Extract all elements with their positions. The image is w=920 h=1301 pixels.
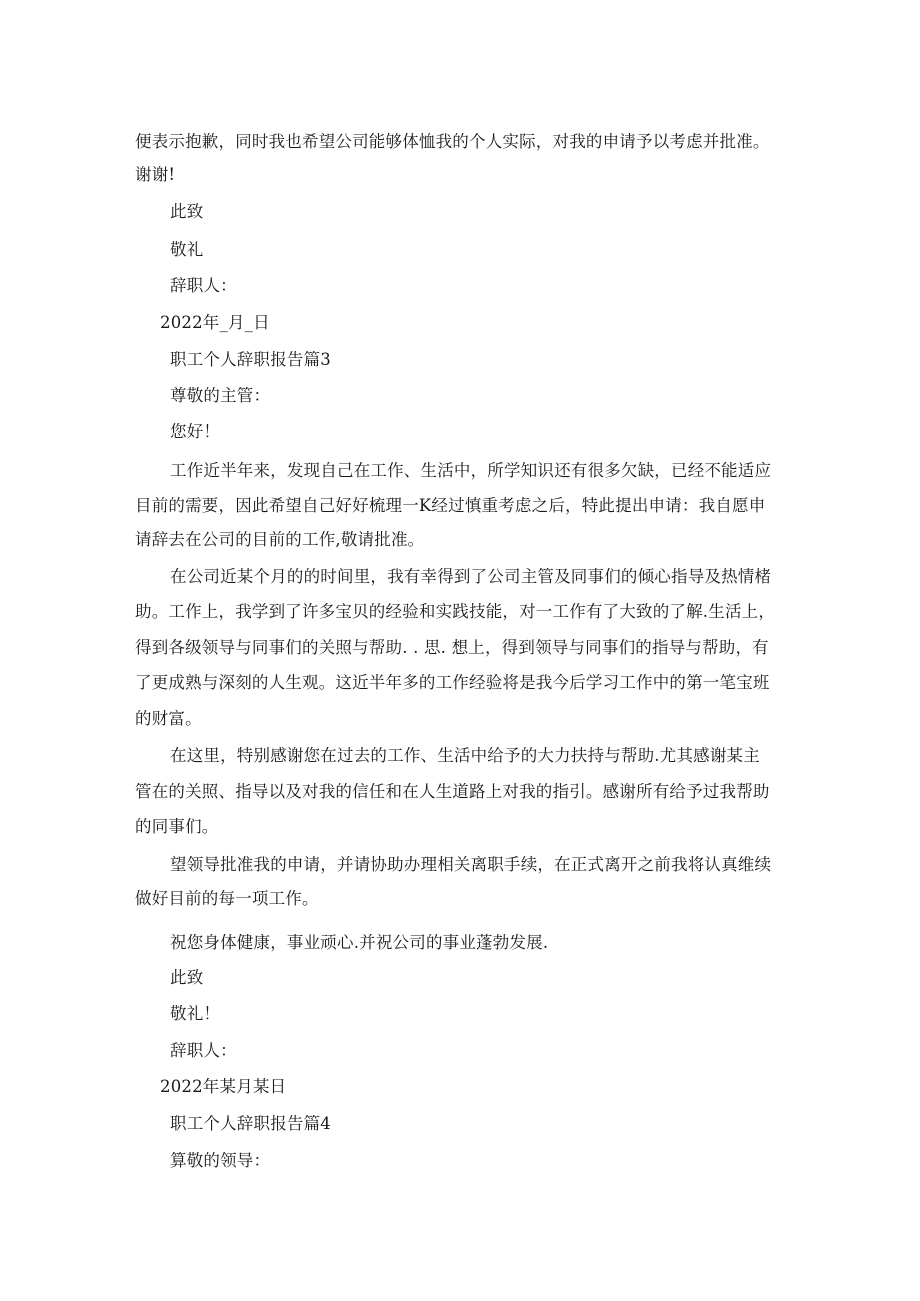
paragraph-line: 谢谢! <box>135 165 176 184</box>
paragraph-line: 做好目前的每一项工作。 <box>135 889 319 908</box>
paragraph-line: 在公司近某个月的的时间里，我有幸得到了公司主管及同事们的倾心指导及热情楮 <box>170 567 772 586</box>
closing-salutation: 此致 <box>170 202 204 221</box>
section-heading: 职工个人辞职报告篇4 <box>170 1114 331 1133</box>
section-heading: 职工个人辞职报告篇3 <box>170 350 331 369</box>
closing-regards: 敬礼 <box>170 240 204 259</box>
paragraph-line: 得到各级领导与同事们的关照与帮助. . 思. 想上，得到领导与同事们的指导与帮助，有 <box>135 638 769 657</box>
letter-salutation: 算敬的领导： <box>170 1151 271 1170</box>
paragraph-line: 的同事们。 <box>135 817 219 836</box>
paragraph-line: 在这里，特别感谢您在过去的工作、生活中给予的大力扶持与帮助.尤其感谢某主 <box>170 746 760 765</box>
paragraph-line: 工作近半年来，发现自己在工作、生活中，所学知识还有很多欠缺，已经不能适应 <box>170 461 772 480</box>
paragraph-line: 目前的需要，因此希望自己好好梳理一K经过慎重考虑之后，特此提出申请：我自愿申 <box>135 496 766 515</box>
date-line: 2022年某月某日 <box>160 1077 287 1096</box>
signature-label: 辞职人： <box>170 276 237 295</box>
closing-regards: 敬礼！ <box>170 1004 221 1023</box>
closing-salutation: 此致 <box>170 968 204 987</box>
signature-label: 辞职人： <box>170 1041 237 1060</box>
paragraph-line: 请辞去在公司的目前的工作,敬请批准。 <box>135 530 425 549</box>
paragraph-line: 管在的关照、指导以及对我的信任和在人生道路上对我的指引。感谢所有给予过我帮助 <box>135 782 770 801</box>
paragraph-line: 助。工作上，我学到了许多宝贝的经验和实践技能，对一工作有了大致的了解.生活上， <box>135 602 776 621</box>
paragraph-line: 了更成熟与深刻的人生观。这近半年多的工作经验将是我今后学习工作中的第一笔宝班 <box>135 673 770 692</box>
letter-salutation: 尊敬的主管： <box>170 386 271 405</box>
paragraph-line: 便表示抱歉，同时我也希望公司能够体恤我的个人实际，对我的申请予以考虑并批准。 <box>135 132 770 151</box>
paragraph-line: 祝您身体健康，事业顽心.并祝公司的事业蓬勃发展. <box>170 933 549 952</box>
date-line: 2022年_月_日 <box>160 313 270 332</box>
paragraph-line: 望领导批准我的申请，并请协助办理相关离职手续，在正式离开之前我将认真维续 <box>170 855 772 874</box>
paragraph-line: 的财富。 <box>135 709 202 728</box>
greeting: 您好！ <box>170 422 221 441</box>
